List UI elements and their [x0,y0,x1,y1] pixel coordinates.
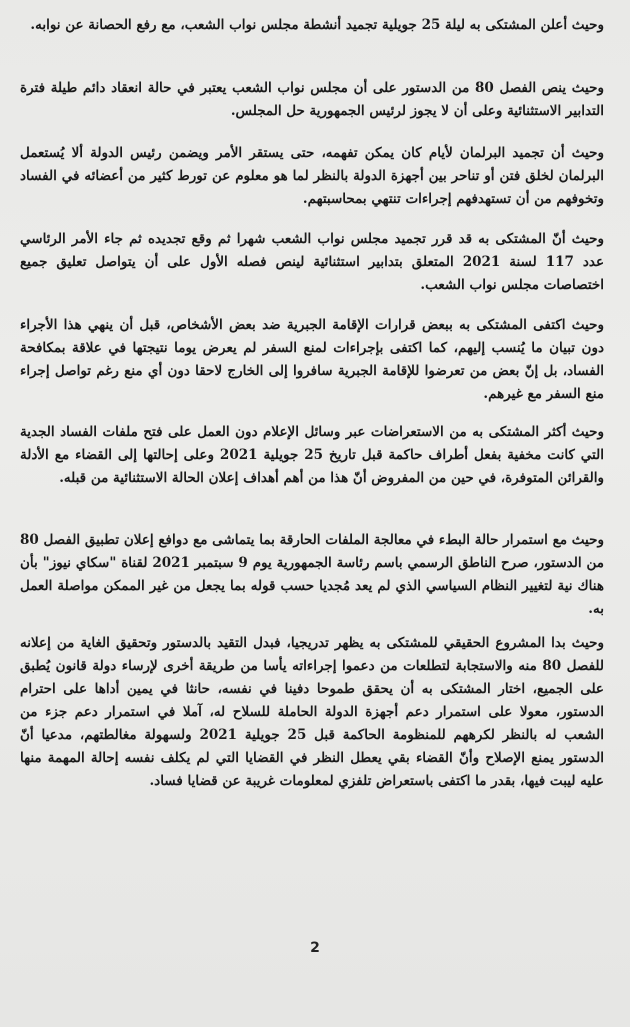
paragraph-7: وحيث مع استمرار حالة البطء في معالجة الملفات الحارقة بما يتماشى مع دوافع إعلان تطبيق الفصل 80 من الدستور، صرح الناطق الرسمي باسم رئاسة الجمهورية يوم 9 سبتمبر 2021 لقناة "سكاي نيوز" بأن هناك نية لتغيير النظام السياسي الذي لم يعد مُجديا حسب قوله بما يجعل من غير الممكن مواصلة العمل به. [20,532,605,617]
page-number: 2 [310,940,320,956]
paragraph-5: وحيث اكتفى المشتكى به ببعض قرارات الإقامة الجبرية ضد بعض الأشخاص، قبل أن ينهي هذا الأجراء دون تبيان ما يُنسب إليهم، كما اكتفى بإجراءات لمنع السفر لم يعرض يوما نتيجتها في علاقة بمكافحة الفساد، بل إنّ بعض من تعرضوا للإقامة الجبرية سافروا إلى الخارج لاحقا دون أي منع رغم تواصل إجراء منع السفر مع غيرهم. [20,317,604,402]
paragraph-3: وحيث أن تجميد البرلمان لأيام كان يمكن تفهمه، حتى يستقر الأمر ويضمن رئيس الدولة ألا يُستعمل البرلمان لخلق فتن أو تناحر بين أجهزة الدولة بالنظر لما هو معلوم عن تورط كثير من أعضائه في الفساد وتخوفهم من أن تستهدفهم إجراءات تنتهي بمحاسبتهم. [20,145,604,207]
paragraph-6: وحيث أكثر المشتكى به من الاستعراضات عبر وسائل الإعلام دون العمل على فتح ملفات الفساد الجدية التي كانت مخفية بفعل أطراف حاكمة قبل تاريخ 25 جويلية 2021 وعلى إحالتها إلى القضاء مع الأدلة والقرائن المتوفرة، في حين من المفروض أنّ هذا من أهم أهداف إعلان الحالة الاستثنائية من قبله. [20,424,604,486]
paragraph-1: وحيث أعلن المشتكى به ليلة 25 جويلية تجميد أنشطة مجلس نواب الشعب، مع رفع الحصانة عن نوابه. [30,17,604,33]
paragraph-4: وحيث أنّ المشتكى به قد قرر تجميد مجلس نواب الشعب شهرا ثم وقع تجديده ثم جاء الأمر الرئاسي عدد 117 لسنة 2021 المتعلق بتدابير استثنائية لينص فصله الأول على أن يتواصل تعليق جميع اختصاصات مجلس نواب الشعب. [20,231,604,293]
paragraph-8: وحيث بدا المشروع الحقيقي للمشتكى به يظهر تدريجيا، فبدل التقيد بالدستور وتحقيق الغاية من إعلانه للفصل 80 منه والاستجابة لتطلعات من دعموا إجراءاته يأسا من طريقة أخرى لإرساء دولة قانون يُطبق على الجميع، اختار المشتكى به أن يحقق طموحا دفينا في نفسه، حانثا في يمين أداها على احترام الدستور، معولا على استمرار دعم أجهزة الدولة الحاملة للسلاح له، آملا في استمرار دعم جزء من الشعب له بالنظر لكرههم للمنظومة الحاكمة قبل 25 جويلية 2021 ولسهولة مغالطتهم، مدعيا أنّ الدستور يمنع الإصلاح وأنّ القضاء بقي يعطل النظر في القضايا التي لم يكلف نفسه إحالة المهمة منها عليه ليبت فيها، بقدر ما اكتفى باستعراض تلفزي لمعلومات غريبة عن قضايا فساد. [20,635,604,789]
paragraph-2: وحيث ينص الفصل 80 من الدستور على أن مجلس نواب الشعب يعتبر في حالة انعقاد دائم طيلة فترة التدابير الاستثنائية وعلى أن لا يجوز لرئيس الجمهورية حل المجلس. [20,80,604,119]
